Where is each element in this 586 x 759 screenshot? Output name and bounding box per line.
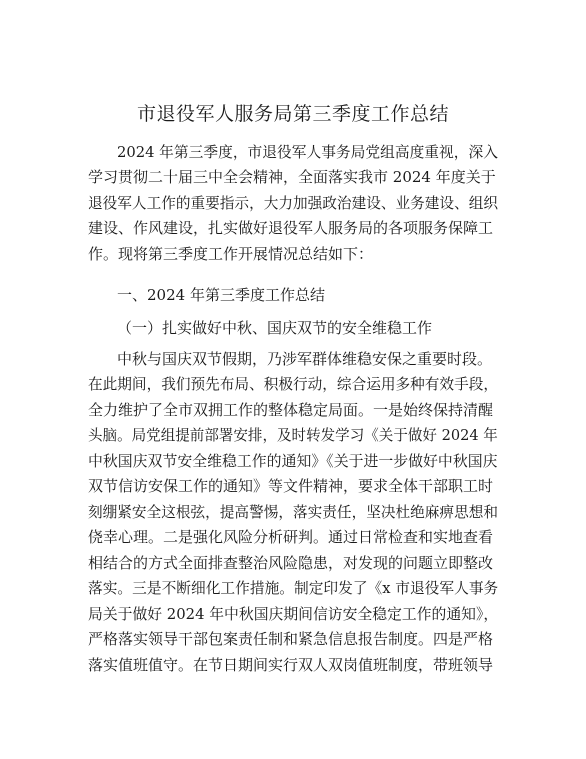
- body-line: 局关于做好 2024 年中秋国庆期间信访安全稳定工作的通知》，: [88, 605, 499, 623]
- body-line: 头脑。局党组提前部署安排，及时转发学习《关于做好 2024 年: [88, 426, 498, 444]
- section-heading: 一、2024 年第三季度工作总结: [117, 286, 325, 304]
- body-line: 在此期间，我们预先布局、积极行动，综合运用多种有效手段，: [88, 375, 499, 393]
- body-line: 相结合的方式全面排查整治风险隐患，对发现的问题立即整改: [88, 554, 494, 572]
- body-line: 退役军人工作的重要指示，大力加强政治建设、业务建设、组织: [88, 194, 499, 212]
- body-line: 全力维护了全市双拥工作的整体稳定局面。一是始终保持清醒: [88, 401, 494, 419]
- body-line: 建设、作风建设，扎实做好退役军人服务局的各项服务保障工: [88, 219, 494, 237]
- body-line: 刻绷紧安全这根弦，提高警惕，落实责任，坚决杜绝麻痹思想和: [88, 503, 499, 521]
- body-line: 严格落实领导干部包案责任制和紧急信息报告制度。四是严格: [88, 630, 494, 648]
- document-title: 市退役军人服务局第三季度工作总结: [136, 103, 449, 125]
- body-line: 落实。三是不断细化工作措施。制定印发了《x 市退役军人事务: [88, 579, 499, 597]
- body-line: 中秋国庆双节安全维稳工作的通知》《关于进一步做好中秋国庆: [88, 452, 498, 470]
- body-line: 作。现将第三季度工作开展情况总结如下：: [88, 245, 374, 263]
- body-line: 中秋与国庆双节假期，乃涉军群体维稳安保之重要时段。: [117, 350, 493, 368]
- body-line: 侥幸心理。二是强化风险分析研判。通过日常检查和实地查看: [88, 528, 494, 546]
- body-line: 落实值班值守。在节日期间实行双人双岗值班制度，带班领导: [88, 656, 494, 674]
- body-line: 学习贯彻二十届三中全会精神，全面落实我市 2024 年度关于: [88, 168, 496, 186]
- subsection-heading: （一）扎实做好中秋、国庆双节的安全维稳工作: [117, 319, 433, 337]
- body-line: 双节信访安保工作的通知》等文件精神，要求全体干部职工时: [88, 477, 494, 495]
- body-line: 2024 年第三季度，市退役军人事务局党组高度重视，深入: [117, 143, 498, 161]
